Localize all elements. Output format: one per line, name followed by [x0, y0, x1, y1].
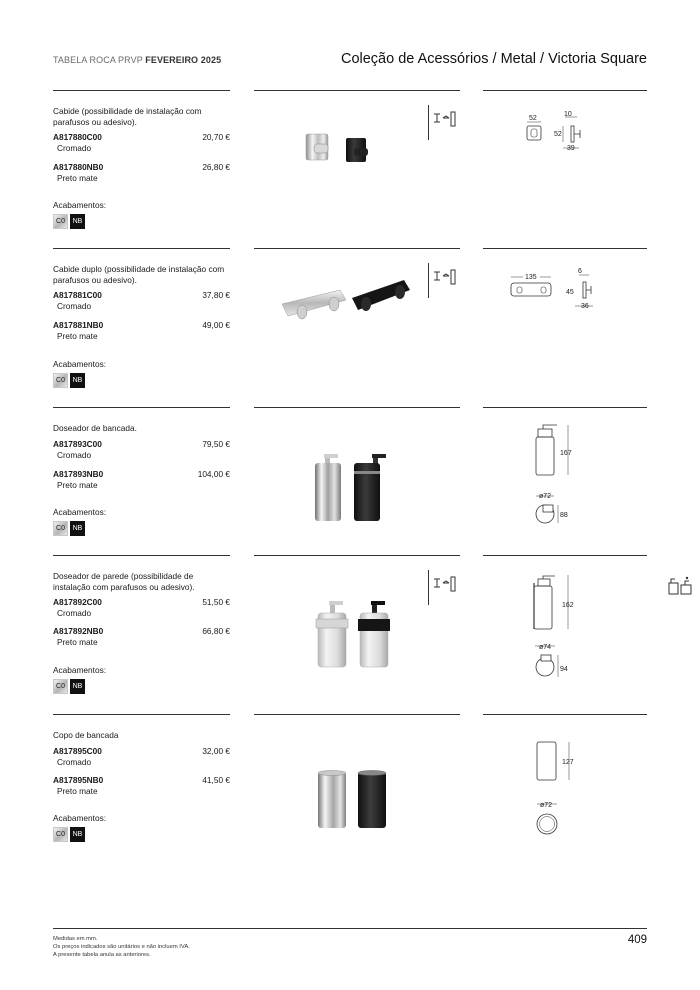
product-variant: [53, 162, 230, 184]
product-variant: [53, 775, 230, 797]
dimension-drawing: [483, 248, 647, 398]
finish-name: Cromado: [57, 450, 92, 460]
chrome-swatch: C0: [53, 214, 68, 229]
product-section: [0, 248, 700, 398]
product-code: A817895NB0: [53, 775, 104, 785]
finish-name: Preto mate: [57, 637, 98, 647]
product-variant: [53, 132, 230, 154]
product-price: 104,00 €: [197, 469, 230, 479]
chrome-swatch: C0: [53, 521, 68, 536]
product-code: A817892NB0: [53, 626, 104, 636]
finish-name: Cromado: [57, 301, 92, 311]
product-variant: [53, 469, 230, 491]
product-section: [0, 90, 700, 240]
product-code: A817880NB0: [53, 162, 104, 172]
product-variant: [53, 320, 230, 342]
product-code: A817880C00: [53, 132, 102, 142]
dimension-label: ø72: [540, 802, 553, 809]
product-code: A817893C00: [53, 439, 102, 449]
product-price: 51,50 €: [202, 597, 230, 607]
page-title: Coleção de Acessórios / Metal / Victoria Square: [340, 51, 647, 67]
product-section: [0, 407, 700, 557]
finish-name: Preto mate: [57, 480, 98, 490]
finishes-label: Acabamentos:: [53, 813, 107, 823]
product-price: 32,00 €: [202, 746, 230, 756]
finish-swatches: [53, 214, 85, 229]
dimension-label: 10: [564, 111, 572, 118]
dimension-drawing: [483, 407, 647, 557]
finishes-label: Acabamentos:: [53, 507, 107, 517]
dimension-label: 39: [567, 145, 575, 152]
product-description: Cabide duplo (possibilidade de instalação com parafusos ou adesivo).: [53, 264, 225, 285]
dimension-label: 52: [529, 115, 537, 122]
dimension-label: 167: [560, 450, 572, 457]
product-description: Doseador de parede (possibilidade de instalação com parafusos ou adesivo).: [53, 571, 195, 592]
dimension-label: 127: [562, 759, 574, 766]
finish-swatches: [53, 373, 85, 388]
dimension-label: 135: [525, 274, 537, 281]
dimension-label: ø72: [539, 493, 552, 500]
dimension-label: 6: [578, 268, 582, 275]
finishes-label: Acabamentos:: [53, 665, 107, 675]
product-price: 37,80 €: [202, 290, 230, 300]
product-code: A817895C00: [53, 746, 102, 756]
finish-name: Cromado: [57, 608, 92, 618]
finishes-label: Acabamentos:: [53, 200, 107, 210]
product-photo: [254, 407, 460, 557]
product-description: Doseador de bancada.: [53, 423, 137, 433]
matte-black-swatch: NB: [70, 679, 85, 694]
chrome-swatch: C0: [53, 679, 68, 694]
product-section: [0, 555, 700, 705]
wall-mount-icon: [428, 263, 461, 298]
product-code: A817893NB0: [53, 469, 104, 479]
finish-swatches: [53, 679, 85, 694]
product-code: A817881C00: [53, 290, 102, 300]
product-variant: [53, 746, 230, 768]
matte-black-swatch: NB: [70, 214, 85, 229]
finish-swatches: [53, 521, 85, 536]
product-description: Cabide (possibilidade de instalação com parafusos ou adesivo).: [53, 106, 202, 127]
product-price: 41,50 €: [202, 775, 230, 785]
finish-name: Cromado: [57, 143, 92, 153]
wall-mount-icon: [428, 105, 461, 140]
finish-name: Preto mate: [57, 331, 98, 341]
dimension-label: 36: [581, 303, 589, 310]
product-price: 26,80 €: [202, 162, 230, 172]
product-variant: [53, 439, 230, 461]
finish-swatches: [53, 827, 85, 842]
product-variant: [53, 597, 230, 619]
product-price: 49,00 €: [202, 320, 230, 330]
finish-name: Preto mate: [57, 173, 98, 183]
bathroom-accessories-icon: [668, 574, 694, 596]
dimension-label: 162: [562, 602, 574, 609]
matte-black-swatch: NB: [70, 827, 85, 842]
dimension-label: ø74: [539, 644, 552, 651]
dimension-drawing: [483, 714, 647, 864]
dimension-drawing: [483, 555, 647, 705]
product-section: [0, 714, 700, 864]
page-number: 409: [627, 934, 647, 946]
product-code: A817881NB0: [53, 320, 104, 330]
dimension-label: 45: [566, 289, 574, 296]
chrome-swatch: C0: [53, 827, 68, 842]
finish-name: Preto mate: [57, 786, 98, 796]
chrome-swatch: C0: [53, 373, 68, 388]
matte-black-swatch: NB: [70, 521, 85, 536]
dimension-label: 88: [560, 512, 568, 519]
footer-notes: Medidas em mm. Os preços indicados são unitários e não incluem IVA. A presente tabela anula as anteriores.: [53, 936, 190, 958]
dimension-drawing: [483, 90, 647, 240]
product-variant: [53, 626, 230, 648]
header-catalog-label: TABELA ROCA PRVP FEVEREIRO 2025: [53, 55, 222, 65]
matte-black-swatch: NB: [70, 373, 85, 388]
dimension-label: 52: [554, 131, 562, 138]
wall-mount-icon: [428, 570, 461, 605]
product-code: A817892C00: [53, 597, 102, 607]
product-variant: [53, 290, 230, 312]
product-price: 66,80 €: [202, 626, 230, 636]
product-description: Copo de bancada: [53, 730, 119, 740]
product-photo: [254, 714, 460, 864]
product-price: 20,70 €: [202, 132, 230, 142]
product-price: 79,50 €: [202, 439, 230, 449]
dimension-label: 94: [560, 666, 568, 673]
finish-name: Cromado: [57, 757, 92, 767]
finishes-label: Acabamentos:: [53, 359, 107, 369]
